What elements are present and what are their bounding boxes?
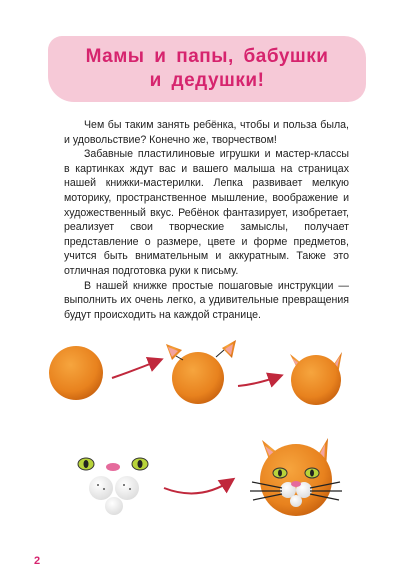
finished-cat-face	[250, 438, 342, 516]
title-banner	[48, 36, 366, 102]
step-arrow-1	[112, 360, 160, 378]
step-arrow-3	[164, 480, 232, 493]
page-number: 2	[34, 555, 41, 567]
muzzle-ball-right	[115, 476, 139, 500]
muzzle-ball-left	[89, 476, 113, 500]
cat-head-shape	[290, 352, 342, 405]
nose-piece	[106, 463, 120, 471]
clay-ball	[49, 346, 103, 400]
paragraph-3: В нашей книжке простые пошаговые инструкции — выполнить их очень легко, а удивительные превращения будут происходить на каждой странице.	[64, 279, 349, 321]
body-text	[64, 118, 349, 322]
muzzle-ball-bottom	[105, 497, 123, 515]
page-title-line-2: и дедушки!	[149, 70, 265, 91]
page-title-line-1: Мамы и папы, бабушки	[85, 46, 329, 67]
step-arrow-2	[238, 376, 280, 386]
ball-with-ears	[166, 340, 236, 404]
cat-face-parts	[78, 458, 148, 515]
paragraph-1: Чем бы таким занять ребёнка, чтобы и польза была, и удовольствие? Конечно же, творчеством!	[64, 119, 349, 146]
cat-steps-illustration	[0, 330, 410, 540]
paragraph-2: Забавные пластилиновые игрушки и мастер-классы в картинках ждут вас и вашего малыша на страницах нашей книжки-мастерилки. Лепка развивает мелкую моторику, пространственное мышление, воображение и художественный вкус. Ребёнок фантазирует, изобретает, реализует свои творческие замыслы, получает представление о размере, цвете и форме предметов, учится быть внимательным и аккуратным. Также это отличная подготовка руки к письму.	[64, 148, 349, 277]
